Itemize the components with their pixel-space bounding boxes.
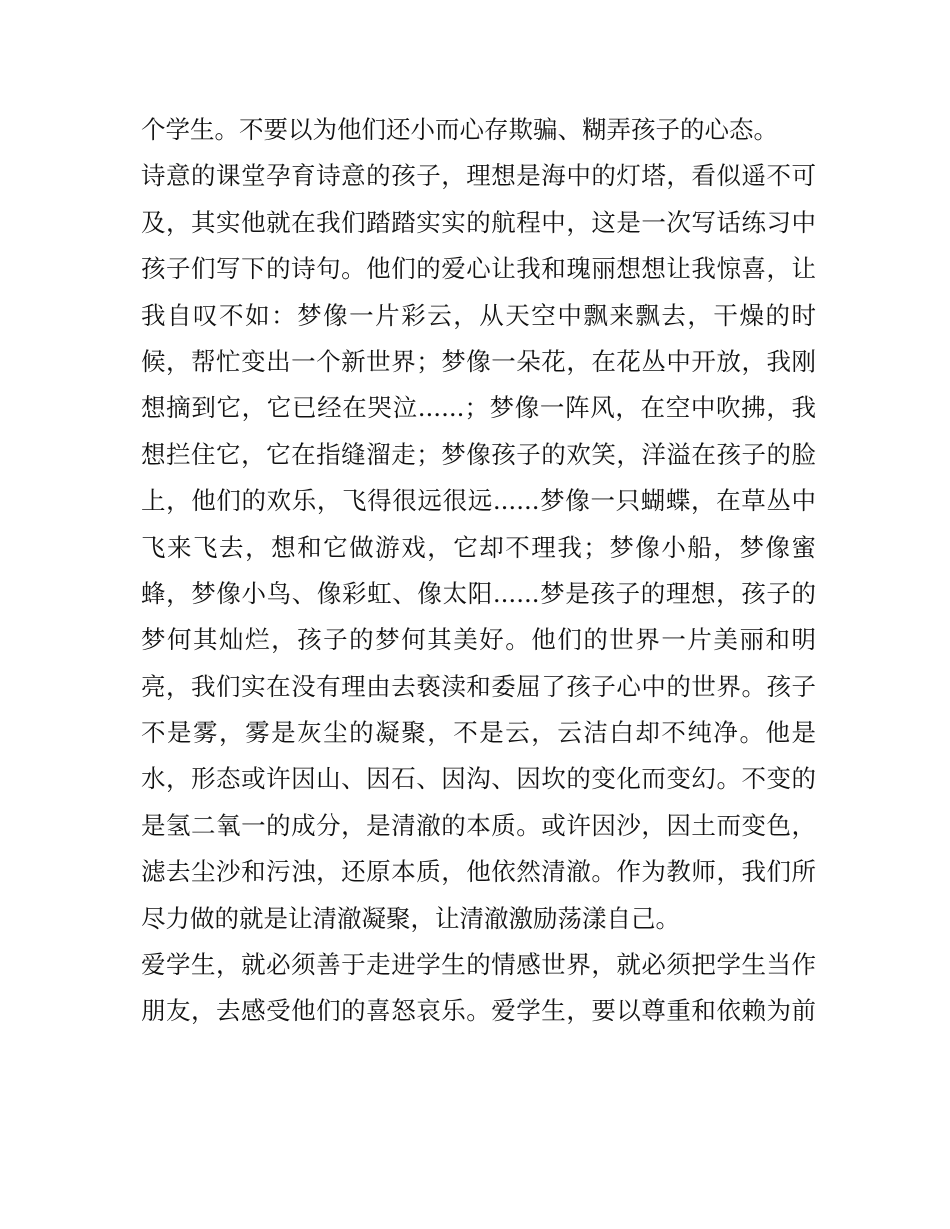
text-line-19: 爱学生，就必须善于走进学生的情感世界，就必须把学生当作: [141, 950, 816, 980]
text-line-13: 亮，我们实在没有理由去亵渎和委屈了孩子心中的世界。孩子: [141, 671, 816, 701]
text-line-17: 滤去尘沙和污浊，还原本质，他依然清澈。作为教师，我们所: [141, 857, 816, 887]
text-line-7: 想摘到它，它已经在哭泣......；梦像一阵风，在空中吹拂，我: [141, 393, 816, 423]
text-line-5: 我自叹不如：梦像一片彩云，从天空中飘来飘去，干燥的时: [141, 300, 816, 330]
text-line-1: 个学生。不要以为他们还小而心存欺骗、糊弄孩子的心态。: [141, 115, 778, 144]
text-line-2: 诗意的课堂孕育诗意的孩子，理想是海中的灯塔，看似遥不可: [141, 161, 816, 191]
text-line-4: 孩子们写下的诗句。他们的爱心让我和瑰丽想想让我惊喜，让: [141, 254, 816, 284]
text-line-9: 上，他们的欢乐，飞得很远很远......梦像一只蝴蝶，在草丛中: [141, 486, 816, 516]
text-line-20: 朋友，去感受他们的喜怒哀乐。爱学生，要以尊重和依赖为前: [141, 996, 816, 1026]
text-line-8: 想拦住它，它在指缝溜走；梦像孩子的欢笑，洋溢在孩子的脸: [141, 439, 816, 469]
text-line-6: 候，帮忙变出一个新世界；梦像一朵花，在花丛中开放，我刚: [141, 346, 816, 376]
text-line-18: 尽力做的就是让清澈凝聚，让清澈激励荡漾自己。: [141, 903, 680, 933]
text-line-14: 不是雾，雾是灰尘的凝聚，不是云，云洁白却不纯净。他是: [141, 718, 816, 748]
text-line-15: 水，形态或许因山、因石、因沟、因坎的变化而变幻。不变的: [141, 764, 816, 794]
text-line-12: 梦何其灿烂，孩子的梦何其美好。他们的世界一片美丽和明: [141, 625, 816, 655]
text-line-11: 蜂，梦像小鸟、像彩虹、像太阳......梦是孩子的理想，孩子的: [141, 578, 816, 608]
text-line-10: 飞来飞去，想和它做游戏，它却不理我；梦像小船，梦像蜜: [141, 532, 816, 562]
text-line-3: 及，其实他就在我们踏踏实实的航程中，这是一次写话练习中: [141, 207, 816, 237]
body-text: [141, 107, 816, 1035]
text-line-16: 是氢二氧一的成分，是清澈的本质。或许因沙，因土而变色，: [141, 810, 816, 840]
